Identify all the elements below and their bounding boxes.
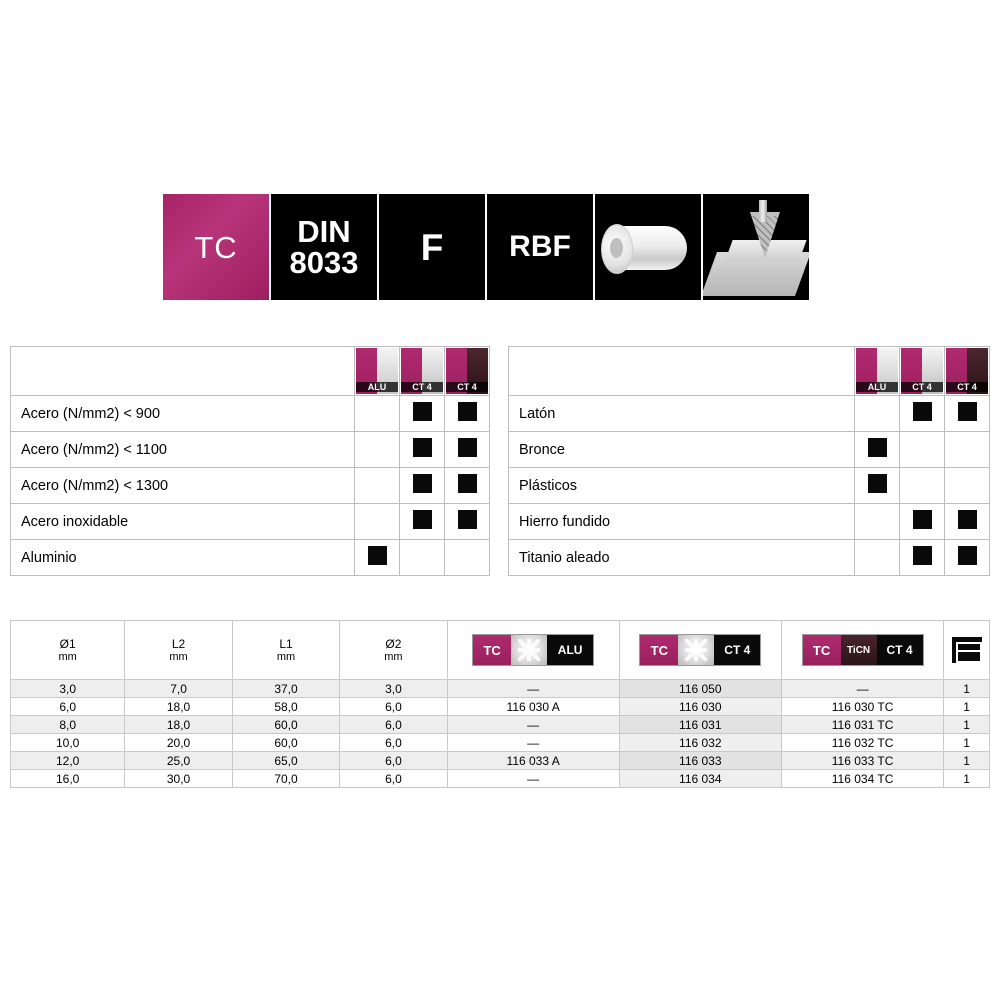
- cell-alu: —: [447, 734, 619, 752]
- cell-d2: 3,0: [340, 680, 447, 698]
- product-table: [10, 620, 990, 788]
- cell-ct4-ticn: 116 034 TC: [781, 770, 943, 788]
- cell-d1: 12,0: [11, 752, 125, 770]
- mark-ct4: [900, 432, 945, 468]
- mark-ct4: [400, 468, 445, 504]
- mark-alu: [855, 468, 900, 504]
- coating-bar-alu: TC ALU: [472, 634, 594, 666]
- badge-tc: [163, 194, 269, 300]
- table-row: [509, 396, 990, 432]
- product-table-header: [11, 621, 990, 680]
- mark-ct4-ticn: [945, 504, 990, 540]
- header-coating-alu: ALU: [855, 347, 900, 396]
- mark-alu: [855, 504, 900, 540]
- mark-ct4: [900, 396, 945, 432]
- material-table-left: [10, 346, 490, 576]
- cell-l1: 65,0: [232, 752, 339, 770]
- mark-ct4: [400, 432, 445, 468]
- cell-l2: 20,0: [125, 734, 232, 752]
- cell-d1: 3,0: [11, 680, 125, 698]
- material-label: Hierro fundido: [509, 504, 855, 540]
- table-row: [11, 540, 490, 576]
- cell-d2: 6,0: [340, 716, 447, 734]
- cell-l1: 60,0: [232, 716, 339, 734]
- cell-l1: 60,0: [232, 734, 339, 752]
- coating-bar-ct4-ticn: TC TiCN CT 4: [802, 634, 924, 666]
- mark-ct4: [900, 504, 945, 540]
- material-label: Acero inoxidable: [11, 504, 355, 540]
- cell-alu: 116 033 A: [447, 752, 619, 770]
- column-l1: L1 mm: [232, 621, 339, 680]
- column-pack: [944, 621, 990, 680]
- badge-rbf: [487, 194, 593, 300]
- cell-ct4: 116 031: [619, 716, 781, 734]
- cell-alu: —: [447, 770, 619, 788]
- material-label: Plásticos: [509, 468, 855, 504]
- badge-f: [379, 194, 485, 300]
- cell-alu: —: [447, 680, 619, 698]
- cell-pack: 1: [944, 698, 990, 716]
- column-ct4-ticn: [781, 621, 943, 680]
- mark-alu: [355, 432, 400, 468]
- badge-din-line1: DIN: [297, 214, 351, 249]
- mark-ct4: [400, 540, 445, 576]
- badge-f-label: F: [420, 226, 444, 268]
- badge-burr-application: [703, 194, 809, 300]
- mark-ct4: [400, 396, 445, 432]
- cell-ct4: 116 033: [619, 752, 781, 770]
- table-row: [11, 432, 490, 468]
- cell-l1: 37,0: [232, 680, 339, 698]
- mark-ct4-ticn: [445, 540, 490, 576]
- table-row: [509, 504, 990, 540]
- column-d1: Ø1 mm: [11, 621, 125, 680]
- mark-ct4-ticn: [445, 396, 490, 432]
- column-l2: L2 mm: [125, 621, 232, 680]
- column-ct4: [619, 621, 781, 680]
- badge-cylinder-shape: [595, 194, 701, 300]
- badge-din: [271, 194, 377, 300]
- cell-pack: 1: [944, 752, 990, 770]
- table-row: [11, 734, 990, 752]
- cell-l2: 18,0: [125, 698, 232, 716]
- badge-rbf-label: RBF: [509, 230, 571, 263]
- table-row: [11, 468, 490, 504]
- mark-alu: [855, 540, 900, 576]
- material-label: Latón: [509, 396, 855, 432]
- table-row: [11, 716, 990, 734]
- table-row: [11, 770, 990, 788]
- cell-ct4-ticn: 116 030 TC: [781, 698, 943, 716]
- table-row: [11, 752, 990, 770]
- cell-l2: 25,0: [125, 752, 232, 770]
- cell-l1: 58,0: [232, 698, 339, 716]
- cell-ct4: 116 030: [619, 698, 781, 716]
- mark-alu: [855, 396, 900, 432]
- cell-l1: 70,0: [232, 770, 339, 788]
- cell-d2: 6,0: [340, 698, 447, 716]
- mark-alu: [355, 468, 400, 504]
- mark-ct4-ticn: [945, 540, 990, 576]
- table-row: [11, 698, 990, 716]
- table-header-row: [11, 347, 490, 396]
- cell-ct4: 116 050: [619, 680, 781, 698]
- mark-ct4-ticn: [945, 432, 990, 468]
- box-icon: [952, 637, 982, 663]
- burr-tool-icon: [703, 194, 809, 300]
- table-row: [509, 468, 990, 504]
- cell-alu: —: [447, 716, 619, 734]
- cell-d1: 10,0: [11, 734, 125, 752]
- column-alu: [447, 621, 619, 680]
- mark-ct4: [900, 540, 945, 576]
- cell-d2: 6,0: [340, 770, 447, 788]
- material-label: Titanio aleado: [509, 540, 855, 576]
- header-coating-ct4: CT 4: [900, 347, 945, 396]
- table-row: [11, 396, 490, 432]
- table-row: [509, 540, 990, 576]
- mark-alu: [855, 432, 900, 468]
- column-d2: Ø2 mm: [340, 621, 447, 680]
- header-spacer: [11, 347, 355, 396]
- mark-ct4: [900, 468, 945, 504]
- header-coating-ct4: CT 4: [400, 347, 445, 396]
- cell-pack: 1: [944, 734, 990, 752]
- cell-l2: 7,0: [125, 680, 232, 698]
- cell-ct4-ticn: 116 032 TC: [781, 734, 943, 752]
- cell-d2: 6,0: [340, 734, 447, 752]
- mark-alu: [355, 504, 400, 540]
- header-coating-ct4-ticn: CT 4: [945, 347, 990, 396]
- cell-l2: 30,0: [125, 770, 232, 788]
- mark-ct4-ticn: [945, 396, 990, 432]
- cell-l2: 18,0: [125, 716, 232, 734]
- material-label: Aluminio: [11, 540, 355, 576]
- mark-ct4-ticn: [445, 468, 490, 504]
- coating-bar-ct4: TC CT 4: [639, 634, 761, 666]
- header-coating-ct4-ticn: CT 4: [445, 347, 490, 396]
- cell-pack: 1: [944, 770, 990, 788]
- mark-alu: [355, 540, 400, 576]
- badge-strip: [163, 194, 809, 300]
- cell-d1: 8,0: [11, 716, 125, 734]
- table-row: [11, 680, 990, 698]
- badge-tc-label: TC: [194, 229, 238, 265]
- cell-d1: 6,0: [11, 698, 125, 716]
- table-header-row: [509, 347, 990, 396]
- header-spacer: [509, 347, 855, 396]
- cell-ct4-ticn: —: [781, 680, 943, 698]
- material-label: Acero (N/mm2) < 1300: [11, 468, 355, 504]
- cell-d2: 6,0: [340, 752, 447, 770]
- cell-ct4: 116 034: [619, 770, 781, 788]
- cell-ct4-ticn: 116 031 TC: [781, 716, 943, 734]
- table-row: [11, 504, 490, 540]
- table-row: [509, 432, 990, 468]
- cell-ct4: 116 032: [619, 734, 781, 752]
- material-table-right: [508, 346, 990, 576]
- header-coating-alu: ALU: [355, 347, 400, 396]
- cell-d1: 16,0: [11, 770, 125, 788]
- material-label: Acero (N/mm2) < 1100: [11, 432, 355, 468]
- badge-din-line2: 8033: [289, 245, 359, 280]
- mark-ct4-ticn: [445, 432, 490, 468]
- cell-ct4-ticn: 116 033 TC: [781, 752, 943, 770]
- material-label: Acero (N/mm2) < 900: [11, 396, 355, 432]
- mark-ct4-ticn: [945, 468, 990, 504]
- mark-alu: [355, 396, 400, 432]
- mark-ct4: [400, 504, 445, 540]
- cell-pack: 1: [944, 680, 990, 698]
- mark-ct4-ticn: [445, 504, 490, 540]
- cell-alu: 116 030 A: [447, 698, 619, 716]
- cell-pack: 1: [944, 716, 990, 734]
- cylinder-icon: [595, 194, 701, 300]
- material-label: Bronce: [509, 432, 855, 468]
